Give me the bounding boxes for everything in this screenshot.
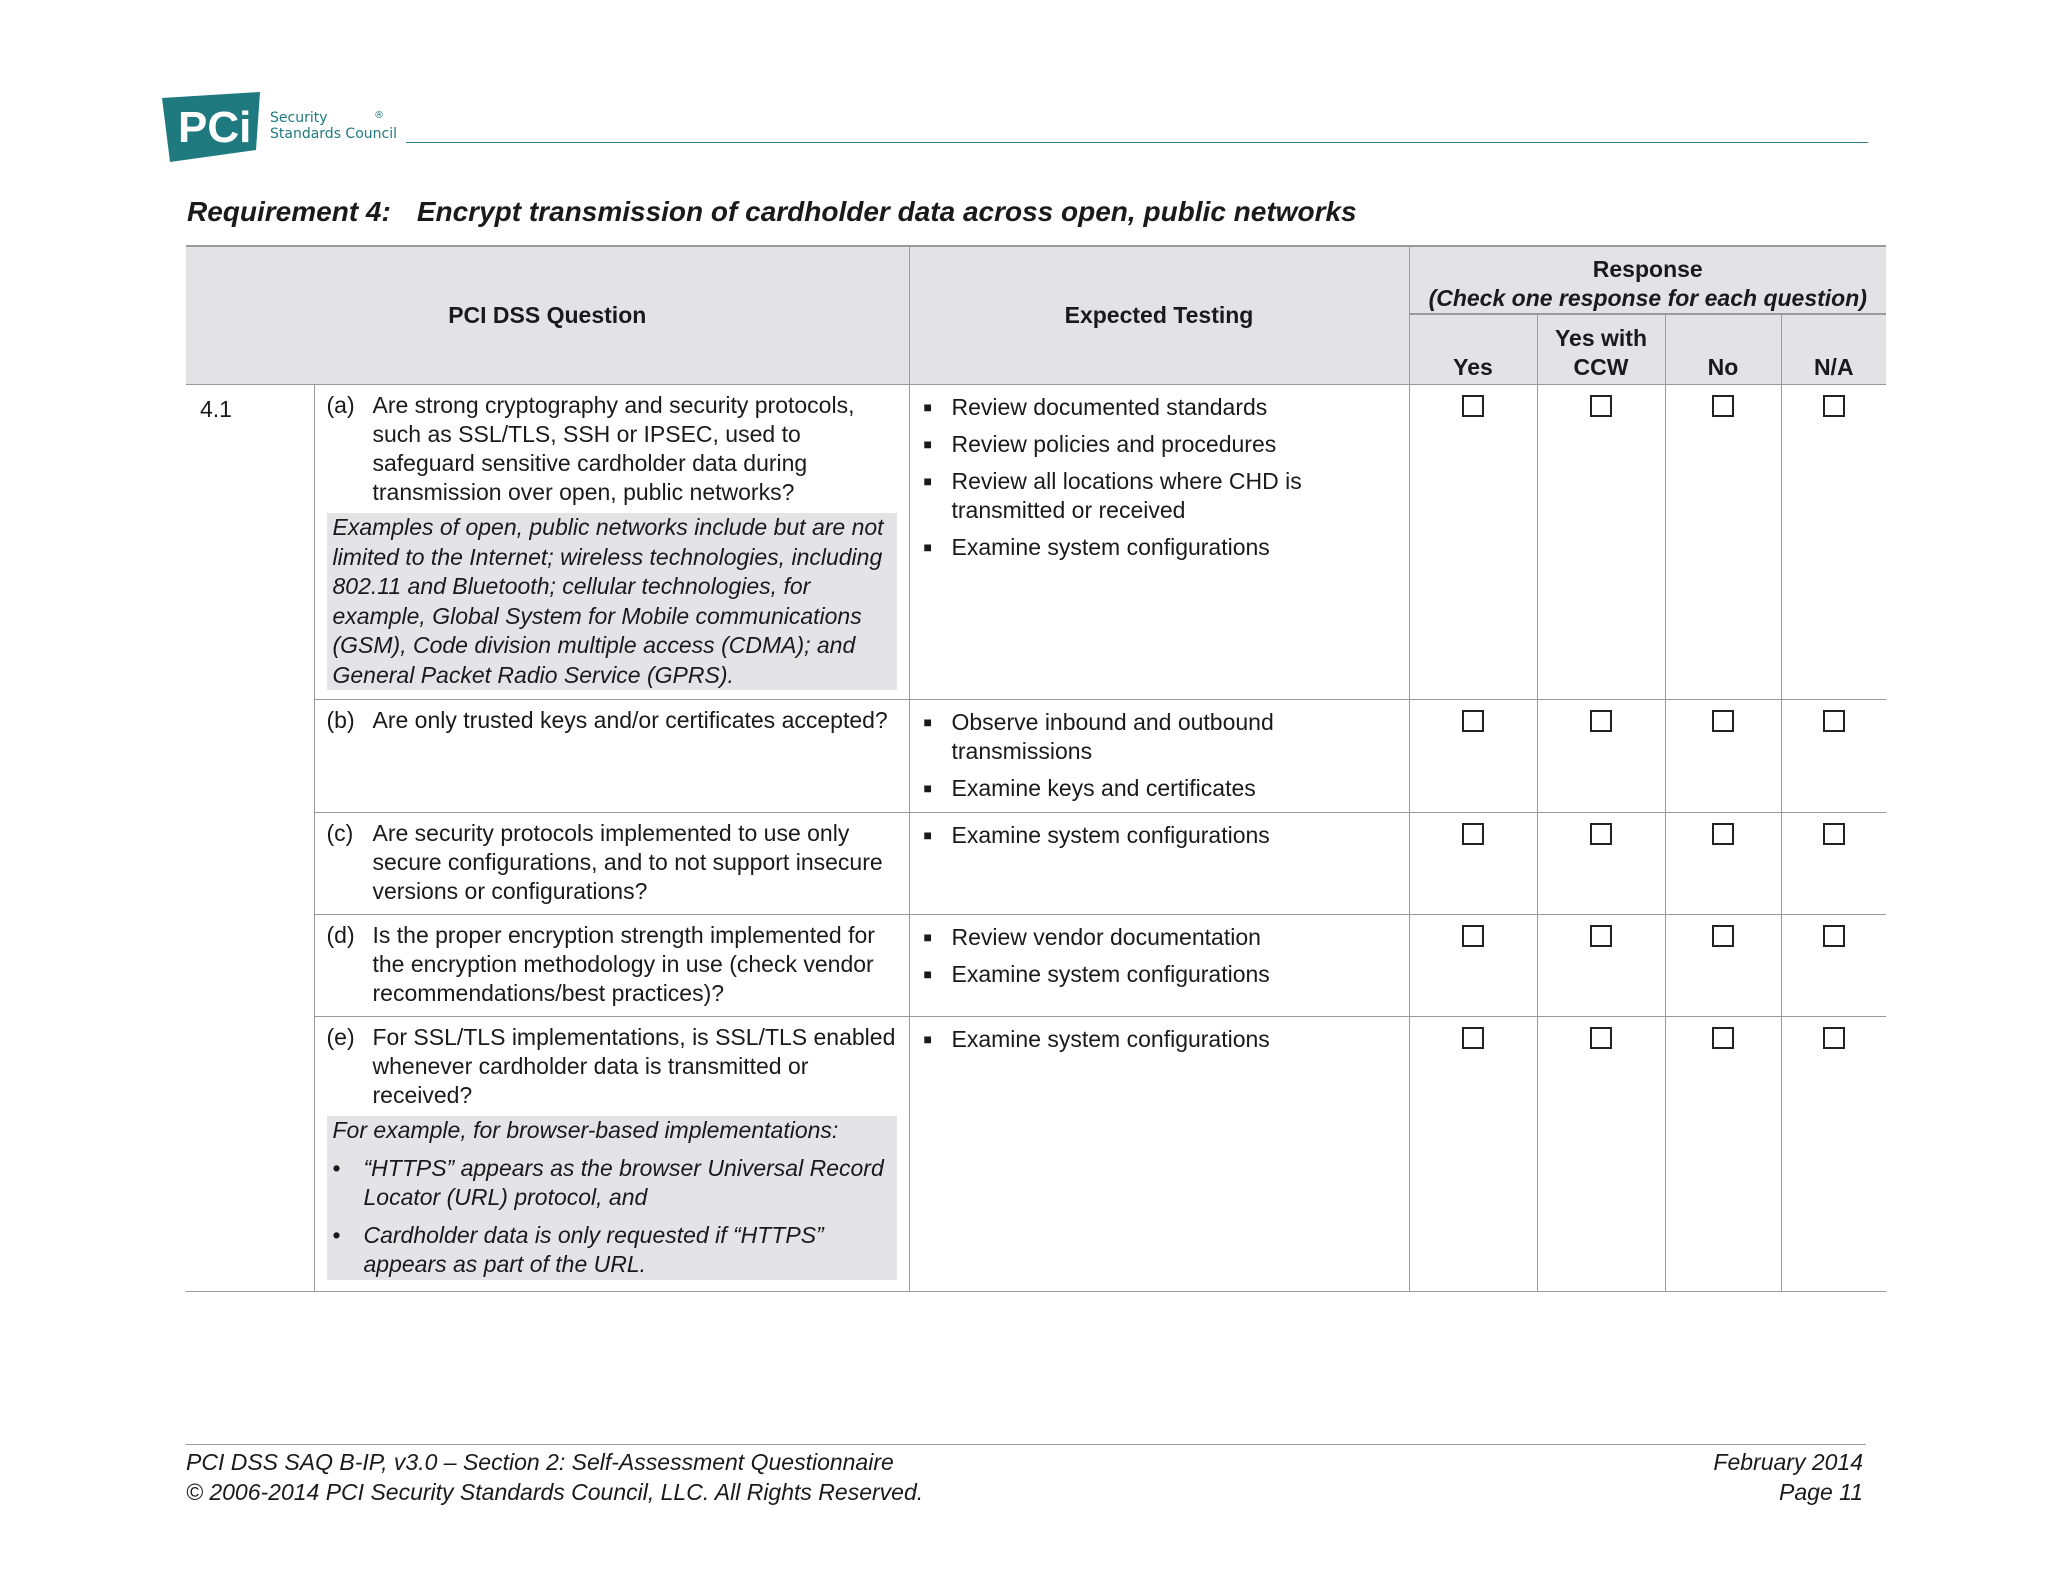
test-text: Review documented standards bbox=[951, 394, 1268, 420]
table-row bbox=[186, 700, 1886, 813]
na-checkbox[interactable] bbox=[1823, 1027, 1845, 1049]
yes-ccw-cell bbox=[1537, 813, 1665, 915]
no-checkbox[interactable] bbox=[1712, 395, 1734, 417]
logo-line1: Security bbox=[270, 110, 328, 126]
yes-ccw-cell bbox=[1537, 700, 1665, 813]
question-label: (e) bbox=[326, 1024, 355, 1050]
na-cell bbox=[1781, 1017, 1886, 1292]
list-item: ■ Review all locations where CHD is transmitted or received bbox=[924, 467, 1399, 525]
yes-checkbox[interactable] bbox=[1462, 925, 1484, 947]
yes-cell bbox=[1409, 813, 1537, 915]
header-no: No bbox=[1665, 314, 1781, 385]
test-text: Observe inbound and outbound transmissions bbox=[951, 709, 1274, 764]
testing-cell bbox=[909, 385, 1409, 700]
list-item: ■ Observe inbound and outbound transmissions bbox=[924, 708, 1399, 766]
question-cell bbox=[314, 813, 909, 915]
yes-checkbox[interactable] bbox=[1462, 1027, 1484, 1049]
logo-line2: Standards Council bbox=[270, 126, 397, 142]
yes-cell bbox=[1409, 700, 1537, 813]
question-text: Are security protocols implemented to use only secure configurations, and to not support insecure versions or configurations? bbox=[372, 820, 883, 904]
question-cell bbox=[314, 700, 909, 813]
test-text: Examine system configurations bbox=[951, 534, 1270, 560]
question-text: Are strong cryptography and security protocols, such as SSL/TLS, SSH or IPSEC, used to safeguard sensitive cardholder data during transmission over open, public networks? bbox=[372, 392, 855, 505]
footer-right bbox=[1713, 1447, 1863, 1507]
logo-registered: ® bbox=[374, 110, 384, 121]
table-row bbox=[186, 915, 1886, 1017]
testing-cell bbox=[909, 700, 1409, 813]
list-item: ■ Review vendor documentation bbox=[923, 924, 1261, 950]
footer-doc-title: PCI DSS SAQ B-IP, v3.0 – Section 2: Self-Assessment Questionnaire bbox=[186, 1449, 894, 1475]
testing-cell bbox=[909, 813, 1409, 915]
footer-rule bbox=[186, 1444, 1866, 1445]
table-row bbox=[186, 813, 1886, 915]
header-yes-ccw-line2: CCW bbox=[1573, 354, 1629, 380]
header-testing: Expected Testing bbox=[909, 246, 1409, 385]
question-text: Are only trusted keys and/or certificates accepted? bbox=[372, 707, 888, 733]
guidance-bullet: Cardholder data is only requested if “HTTPS” appears as part of the URL. bbox=[363, 1221, 824, 1277]
na-checkbox[interactable] bbox=[1823, 823, 1845, 845]
na-checkbox[interactable] bbox=[1823, 710, 1845, 732]
list-item: • “HTTPS” appears as the browser Universal Record Locator (URL) protocol, and bbox=[333, 1154, 891, 1213]
header-question: PCI DSS Question bbox=[186, 246, 909, 385]
yes-ccw-cell bbox=[1537, 1017, 1665, 1292]
requirement-text: Encrypt transmission of cardholder data across open, public networks bbox=[416, 196, 1357, 227]
header-response bbox=[1409, 246, 1886, 314]
pci-logo bbox=[160, 92, 400, 164]
guidance-box: Examples of open, public networks include but are not limited to the Internet; wireless technologies, including 802.11 and Bluetooth; cellular technologies, for example, Global System for Mobile communications (GSM), Code division multiple access (CDMA); and General Packet Radio Service (GPRS). bbox=[327, 513, 897, 690]
testing-cell bbox=[909, 1017, 1409, 1292]
no-cell bbox=[1665, 700, 1781, 813]
test-text: Review policies and procedures bbox=[951, 431, 1277, 457]
test-text: Examine keys and certificates bbox=[951, 775, 1256, 801]
no-checkbox[interactable] bbox=[1712, 925, 1734, 947]
question-cell bbox=[314, 915, 909, 1017]
yes-checkbox[interactable] bbox=[1462, 823, 1484, 845]
logo-mark: PCi bbox=[178, 103, 252, 152]
question-label: (b) bbox=[326, 707, 355, 733]
question-text: For SSL/TLS implementations, is SSL/TLS enabled whenever cardholder data is transmitted or received? bbox=[372, 1024, 896, 1108]
yes-ccw-cell bbox=[1537, 915, 1665, 1017]
no-checkbox[interactable] bbox=[1712, 823, 1734, 845]
requirement-title bbox=[187, 196, 1357, 228]
no-cell bbox=[1665, 1017, 1781, 1292]
test-text: Examine system configurations bbox=[951, 822, 1270, 848]
footer-copyright: © 2006-2014 PCI Security Standards Council, LLC. All Rights Reserved. bbox=[186, 1479, 924, 1505]
footer-left bbox=[186, 1447, 923, 1507]
yes-cell bbox=[1409, 385, 1537, 700]
guidance-intro: For example, for browser-based implementations: bbox=[332, 1117, 839, 1143]
testing-cell bbox=[909, 915, 1409, 1017]
test-text: Review all locations where CHD is transmitted or received bbox=[951, 468, 1302, 523]
question-cell bbox=[314, 385, 909, 700]
table-row bbox=[186, 385, 1886, 700]
list-item: • Cardholder data is only requested if “HTTPS” appears as part of the URL. bbox=[333, 1221, 891, 1280]
list-item: ■ Review documented standards bbox=[923, 394, 1268, 420]
list-item: ■ Examine system configurations bbox=[923, 534, 1270, 560]
list-item: ■ Examine system configurations bbox=[923, 1026, 1270, 1052]
requirement-label: Requirement 4: bbox=[187, 196, 391, 227]
yes-ccw-cell bbox=[1537, 385, 1665, 700]
na-cell bbox=[1781, 813, 1886, 915]
yes-checkbox[interactable] bbox=[1462, 395, 1484, 417]
header-yes-ccw bbox=[1537, 314, 1665, 385]
question-cell bbox=[314, 1017, 909, 1292]
no-checkbox[interactable] bbox=[1712, 1027, 1734, 1049]
question-label: (c) bbox=[326, 820, 354, 846]
yes-ccw-checkbox[interactable] bbox=[1590, 710, 1612, 732]
na-cell bbox=[1781, 385, 1886, 700]
test-text: Examine system configurations bbox=[951, 1026, 1270, 1052]
header-na: N/A bbox=[1781, 314, 1886, 385]
yes-cell bbox=[1409, 915, 1537, 1017]
footer-page-number: Page 11 bbox=[1779, 1479, 1863, 1505]
no-cell bbox=[1665, 813, 1781, 915]
na-checkbox[interactable] bbox=[1823, 395, 1845, 417]
table-row bbox=[186, 1017, 1886, 1292]
response-label: Response bbox=[1592, 256, 1703, 282]
response-note: (Check one response for each question) bbox=[1428, 285, 1867, 311]
guidance-box bbox=[327, 1116, 897, 1280]
header-yes-ccw-line1: Yes with bbox=[1554, 325, 1648, 351]
test-text: Review vendor documentation bbox=[951, 924, 1261, 950]
header-yes: Yes bbox=[1409, 314, 1537, 385]
yes-ccw-checkbox[interactable] bbox=[1590, 925, 1612, 947]
header-rule bbox=[406, 142, 1868, 143]
yes-cell bbox=[1409, 1017, 1537, 1292]
yes-ccw-checkbox[interactable] bbox=[1590, 1027, 1612, 1049]
list-item: ■ Examine system configurations bbox=[923, 822, 1270, 848]
yes-ccw-checkbox[interactable] bbox=[1590, 823, 1612, 845]
no-cell bbox=[1665, 385, 1781, 700]
list-item: ■ Review policies and procedures bbox=[923, 431, 1277, 457]
question-label: (a) bbox=[326, 392, 355, 418]
list-item: ■ Examine keys and certificates bbox=[923, 775, 1256, 801]
saq-table bbox=[186, 245, 1886, 1292]
question-label: (d) bbox=[326, 922, 355, 948]
guidance-bullet: “HTTPS” appears as the browser Universal Record Locator (URL) protocol, and bbox=[363, 1154, 884, 1210]
footer-date: February 2014 bbox=[1713, 1449, 1863, 1475]
list-item: ■ Examine system configurations bbox=[923, 961, 1270, 987]
no-checkbox[interactable] bbox=[1712, 710, 1734, 732]
question-text: Is the proper encryption strength implemented for the encryption methodology in use (check vendor recommendations/best practices)? bbox=[372, 922, 875, 1006]
na-cell bbox=[1781, 915, 1886, 1017]
na-checkbox[interactable] bbox=[1823, 925, 1845, 947]
test-text: Examine system configurations bbox=[951, 961, 1270, 987]
na-cell bbox=[1781, 700, 1886, 813]
no-cell bbox=[1665, 915, 1781, 1017]
yes-ccw-checkbox[interactable] bbox=[1590, 395, 1612, 417]
requirement-number: 4.1 bbox=[186, 385, 314, 1292]
yes-checkbox[interactable] bbox=[1462, 710, 1484, 732]
